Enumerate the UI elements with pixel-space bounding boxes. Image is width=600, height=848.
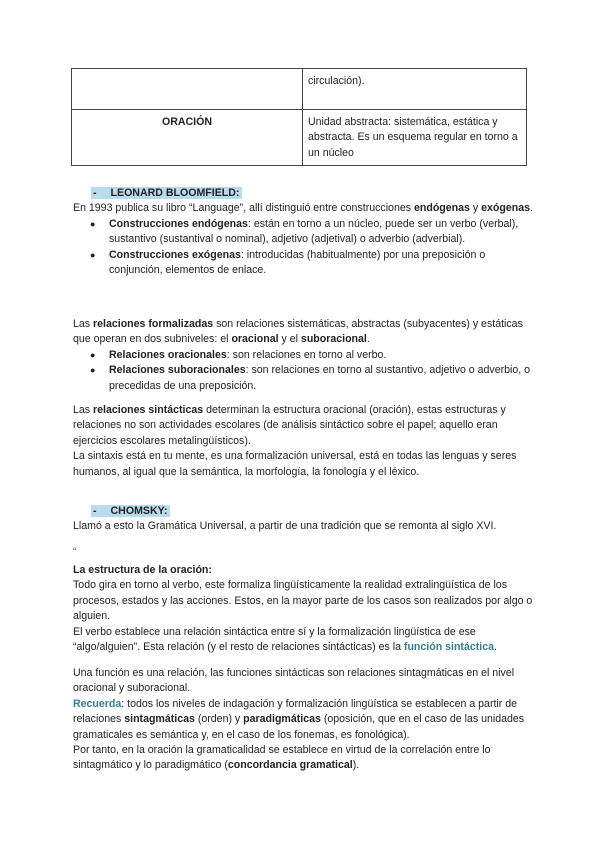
sintacticas-section	[73, 403, 533, 480]
chomsky-section	[73, 504, 533, 535]
list-item: ● Construcciones endógenas: están en torno a un núcleo, puede ser un verbo (verbal), sustantivo (sustantival o nominal), adjetivo (adjetival) o adverbio (adverbial).	[90, 217, 519, 246]
sintaxis-paragraph: La sintaxis está en tu mente, es una formalización universal, está en todas las lenguas y seres humanos, al igual que la semántica, la morfología, la fonología y el léxico.	[73, 450, 517, 478]
recuerda-label: Recuerda	[73, 697, 122, 710]
estructura-section	[73, 563, 533, 655]
formalizadas-list	[73, 348, 533, 394]
bloomfield-intro: En 1993 publica su libro “Language”, allí distinguió entre construcciones endógenas y exógenas.	[73, 202, 533, 215]
bullet-icon: ●	[90, 349, 96, 360]
list-item: ● Construcciones exógenas: introducidas (habitualmente) por una preposición o conjunción, elementos de enlace.	[90, 248, 486, 277]
table-cell-definition: circulación).	[303, 69, 527, 110]
bullet-icon: ●	[90, 365, 96, 376]
table-cell-term	[72, 69, 303, 110]
table-row	[72, 69, 527, 110]
table-cell-term: ORACIÓN	[72, 110, 303, 166]
table-row	[72, 110, 527, 166]
list-item: ● Relaciones oracionales: son relaciones en torno al verbo.	[109, 348, 533, 363]
chomsky-paragraph: Llamó a esto la Gramática Universal, a partir de una tradición que se remonta al siglo XVI.	[73, 520, 497, 533]
recuerda-paragraph: Recuerda: todos los niveles de indagación y formalización lingüística se establecen a partir de relaciones sintagmáticas (orden) y paradigmáticas (oposición, que en el caso de las unidades gramaticales es semántica y, en el caso de los fonemas, es fonológica).	[73, 697, 525, 741]
formalizadas-paragraph: Las relaciones formalizadas son relaciones sistemáticas, abstractas (subyacentes) y estáticas que operan en dos subniveles: el oracional y el suboracional.	[73, 318, 523, 346]
funcion-sintactica-term: función sintáctica	[403, 641, 494, 654]
funcion-section	[73, 666, 533, 774]
bloomfield-heading: - LEONARD BLOOMFIELD:	[73, 186, 533, 201]
estructura-p1: Todo gira en torno al verbo, este formaliza lingüísticamente la realidad extralingüística de los procesos, estados y las acciones. Estos, en la mayor parte de los casos son realizados por algo o alguien.	[73, 579, 533, 623]
bullet-icon: ●	[90, 218, 96, 229]
estructura-p3: Una función es una relación, las funciones sintácticas son relaciones sintagmáticas en el nivel oracional y suboracional.	[73, 667, 515, 695]
quote-mark: “	[73, 546, 77, 558]
bloomfield-list	[73, 217, 533, 279]
estructura-p2: El verbo establece una relación sintáctica entre sí y la formalización lingüística de ese “algo/alguien”. Esta relación (y el resto de relaciones sintácticas) es la función sintáctica.	[73, 625, 497, 654]
conclusion-paragraph: Por tanto, en la oración la gramaticalidad se establece en virtud de la correlación entre lo sintagmático y lo paradigmático (concordancia gramatical).	[73, 744, 491, 772]
definition-table	[71, 68, 527, 166]
formalizadas-section	[73, 317, 533, 394]
chomsky-heading: - CHOMSKY:	[73, 504, 533, 519]
bullet-icon: ●	[90, 249, 96, 260]
estructura-title: La estructura de la oración:	[73, 564, 212, 576]
bloomfield-section	[73, 186, 533, 278]
sintacticas-paragraph: Las relaciones sintácticas determinan la estructura oracional (oración), estas estructuras y relaciones no son actividades escolares (de análisis sintáctico sobre el papel; aquello eran ejercicios escolares metalingüísticos).	[73, 404, 506, 447]
list-item: ● Relaciones suboracionales: son relaciones en torno al sustantivo, adjetivo o adverbio, o precedidas de una preposición.	[90, 364, 531, 392]
table-cell-definition: Unidad abstracta: sistemática, estática y abstracta. Es un esquema regular en torno a un núcleo	[303, 110, 527, 166]
